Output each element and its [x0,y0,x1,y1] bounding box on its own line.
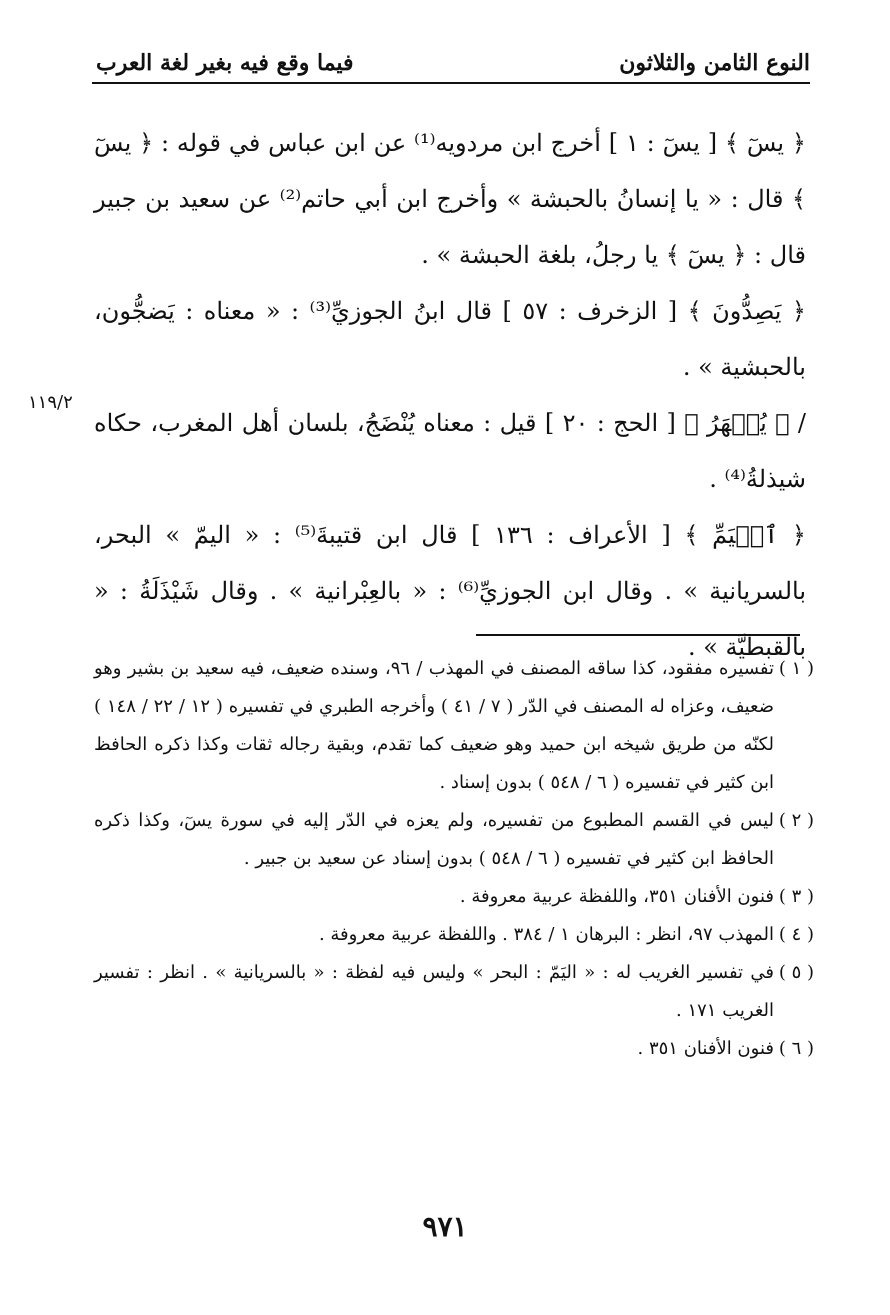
footnotes [94,650,814,1068]
footnote-text: المهذب ٩٧، انظر : البرهان ١ / ٣٨٤ . واللفظة عربية معروفة . [318,924,774,945]
footnote-2 [94,802,814,878]
footnote-text: ليس في القسم المطبوع من تفسيره، ولم يعزه في الدّر إليه في سورة يسٓ، وكذا ذكره الحافظ ابن كثير في تفسيره ( ٦ / ٥٤٨ ) بدون إسناد عن سعيد بن جبير . [94,810,774,869]
margin-volume-page-note: ١١٩/٢ [28,392,73,413]
footnote-separator [476,634,800,636]
footnote-1 [94,650,814,802]
header-rule [92,82,810,84]
chapter-title: النوع الثامن والثلاثون [619,50,810,76]
paragraph-yasiddun: ﴿ يَصِدُّونَ ﴾ [ الزخرف : ٥٧ ] قال ابنُ الجوزيِّ⁽³⁾ : « معناه : يَضجُّون، بالحبشية » . [94,297,806,381]
footnote-text: فنون الأفنان ٣٥١، واللفظة عربية معروفة . [459,886,774,907]
footnote-3 [94,878,814,916]
footnote-4 [94,916,814,954]
footnote-number: ( ٢ ) [778,810,814,831]
footnote-number: ( ٤ ) [778,924,814,945]
footnote-number: ( ٣ ) [778,886,814,907]
footnote-5 [94,954,814,1030]
paragraph-yusharu: / ﴿ يُصۡهَرُ ﴾ [ الحج : ٢٠ ] قيل : معناه يُنْضَجُ، بلسان أهل المغرب، حكاه شيذلةُ⁽⁴⁾ . [94,409,806,493]
footnote-text: في تفسير الغريب له : « اليَمّ : البحر » وليس فيه لفظة : « بالسريانية » . انظر : تفسير الغريب ١٧١ . [94,962,774,1021]
footnote-text: تفسيره مفقود، كذا ساقه المصنف في المهذب / ٩٦، وسنده ضعيف، فيه سعيد بن بشير وهو ضعيف، وعزاه له المصنف في الدّر ( ٧ / ٤١ ) وأخرجه الطبري في تفسيره ( ١٢ / ٢٢ / ١٤٨ ) لكنّه من طريق شيخه ابن حميد وهو ضعيف كما تقدم، وبقية رجاله ثقات وكذا ذكره الحافظ ابن كثير في تفسيره ( ٦ / ٥٤٨ ) بدون إسناد . [94,658,775,793]
section-title: فيما وقع فيه بغير لغة العرب [96,50,354,76]
footnote-number: ( ٥ ) [778,962,814,983]
main-text [94,115,806,675]
paragraph-al-yamm: ﴿ ٱلۡيَمِّ ﴾ [ الأعراف : ١٣٦ ] قال ابن قتيبةَ⁽⁵⁾ : « اليمّ » البحر، بالسريانية » . وقال ابن الجوزيِّ⁽⁶⁾ : « بالعِبْرانية » . وقال شَيْذَلَةُ : « بالقبطيَّة » . [94,521,807,661]
footnote-number: ( ٦ ) [778,1038,814,1059]
footnote-number: ( ١ ) [778,658,814,679]
footnote-text: فنون الأفنان ٣٥١ . [637,1038,774,1059]
page-number: ٩٧١ [422,1210,468,1243]
running-header [92,42,810,84]
paragraph-yasin: ﴿ يسٓ ﴾ [ يسٓ : ١ ] أخرج ابن مردويه⁽¹⁾ عن ابن عباس في قوله : ﴿ يسٓ ﴾ قال : « يا إنسانُ بالحبشة » وأخرج ابن أبي حاتم⁽²⁾ عن سعيد بن جبير قال : ﴿ يسٓ ﴾ يا رجلُ، بلغة الحبشة » . [94,129,806,269]
footnote-6 [94,1030,814,1068]
